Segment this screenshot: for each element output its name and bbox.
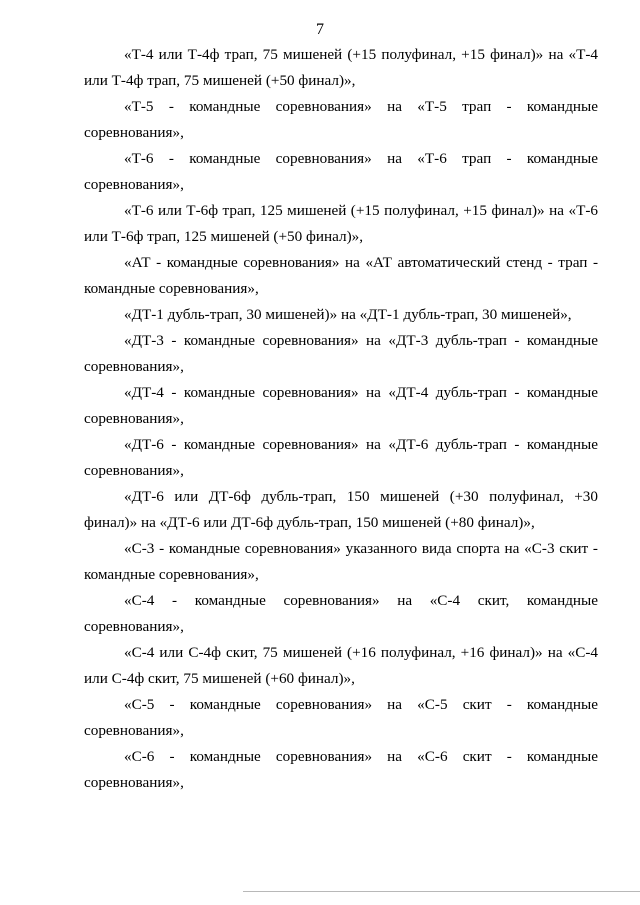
paragraph-t4: «Т-4 или Т-4ф трап, 75 мишеней (+15 полуфинал, +15 финал)» на «Т-4 или Т-4ф трап, 75 мишеней (+50 финал)», [84,46,598,89]
paragraph-c6: «С-6 - командные соревнования» на «С-6 скит - командные соревнования», [84,748,598,791]
paragraph-t6-trap: «Т-6 или Т-6ф трап, 125 мишеней (+15 полуфинал, +15 финал)» на «Т-6 или Т-6ф трап, 125 мишеней (+50 финал)», [84,202,598,245]
paragraph-dt1: «ДТ-1 дубль-трап, 30 мишеней)» на «ДТ-1 дубль-трап, 30 мишеней», [124,306,572,323]
paragraph-at: «АТ - командные соревнования» на «АТ автоматический стенд - трап - командные соревнования», [84,254,598,297]
paragraph-c5: «С-5 - командные соревнования» на «С-5 скит - командные соревнования», [84,696,598,739]
paragraph-c3: «С-3 - командные соревнования» указанного вида спорта на «С-3 скит - командные соревнования», [84,540,598,583]
paragraph-dt4: «ДТ-4 - командные соревнования» на «ДТ-4 дубль-трап - командные соревнования», [84,384,598,427]
paragraph-dt3: «ДТ-3 - командные соревнования» на «ДТ-3 дубль-трап - командные соревнования», [84,332,598,375]
page-number: 7 [316,21,324,38]
paragraph-c4: «С-4 - командные соревнования» на «С-4 скит, командные соревнования», [84,592,598,635]
document-body [84,42,598,796]
paragraph-t5: «Т-5 - командные соревнования» на «Т-5 трап - командные соревнования», [84,98,598,141]
paragraph-dt6: «ДТ-6 - командные соревнования» на «ДТ-6 дубль-трап - командные соревнования», [84,436,598,479]
paragraph-dt6-double-trap: «ДТ-6 или ДТ-6ф дубль-трап, 150 мишеней (+30 полуфинал, +30 финал)» на «ДТ-6 или ДТ-6ф дубль-трап, 150 мишеней (+80 финал)», [84,488,598,531]
paragraph-c4-skeet: «С-4 или С-4ф скит, 75 мишеней (+16 полуфинал, +16 финал)» на «С-4 или С-4ф скит, 75 мишеней (+60 финал)», [84,644,598,687]
bottom-scan-edge [243,891,640,892]
paragraph-t6: «Т-6 - командные соревнования» на «Т-6 трап - командные соревнования», [84,150,598,193]
